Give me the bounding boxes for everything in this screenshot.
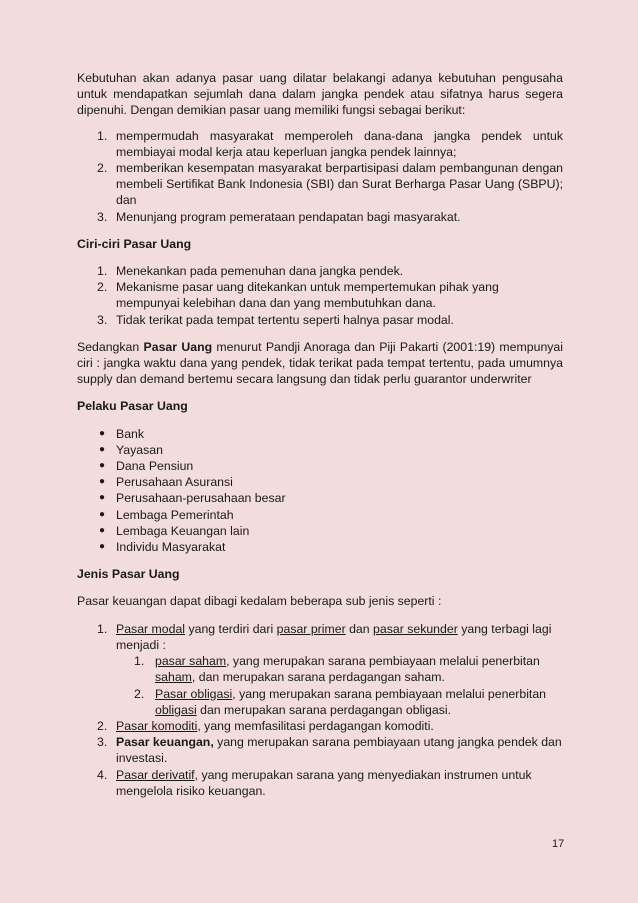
section-heading: Pelaku Pasar Uang bbox=[77, 399, 188, 414]
ciri-paragraph: Sedangkan Pasar Uang menurut Pandji Anoraga dan Piji Pakarti (2001:19) mempunyai ciri : jangka waktu dana yang pendek, tidak terikat pada tempat tertentu, pada umumnya supply dan demand bertemu secara langsung dan tidak perlu guarantor underwriter bbox=[77, 339, 563, 387]
ciri-list bbox=[77, 263, 563, 328]
list-item: ● Dana Pensiun bbox=[99, 459, 194, 474]
list-item: 1. Pasar modal yang terdiri dari pasar primer dan pasar sekunder yang terbagi lagi menjadi : bbox=[97, 621, 552, 652]
list-item: ● Lembaga Keuangan lain bbox=[99, 523, 250, 538]
list-item: ● Individu Masyarakat bbox=[99, 540, 226, 555]
jenis-list bbox=[77, 621, 563, 799]
list-item: 2. Pasar komoditi, yang memfasilitasi perdagangan komoditi. bbox=[97, 718, 434, 733]
list-item: 3. Pasar keuangan, yang merupakan sarana pembiayaan utang jangka pendek dan investasi. bbox=[97, 735, 562, 766]
list-item: 2. memberikan kesempatan masyarakat berpartisipasi dalam pembangunan dengan membeli Sertifikat Bank Indonesia (SBI) dan Surat Berharga Pasar Uang (SBPU); dan bbox=[97, 161, 563, 208]
section-heading: Jenis Pasar Uang bbox=[77, 567, 180, 582]
intro-paragraph: Kebutuhan akan adanya pasar uang dilatar belakangi adanya kebutuhan pengusaha untuk mendapatkan sejumlah dana dalam jangka pendek atau sifatnya harus segera dipenuhi. Dengan demikian pasar uang memiliki fungsi sebagai berikut: bbox=[77, 71, 563, 118]
fungsi-list bbox=[77, 128, 563, 225]
page-number: 17 bbox=[552, 838, 565, 850]
list-item: 3. Tidak terikat pada tempat tertentu seperti halnya pasar modal. bbox=[97, 312, 454, 327]
list-item: ● Bank bbox=[99, 426, 145, 441]
section-heading: Ciri-ciri Pasar Uang bbox=[77, 236, 192, 251]
page-content bbox=[77, 70, 563, 799]
pelaku-list bbox=[77, 426, 563, 556]
list-item: ● Perusahaan Asuransi bbox=[99, 475, 233, 490]
list-item: 1. Menekankan pada pemenuhan dana jangka pendek. bbox=[97, 264, 404, 279]
list-item: ● Lembaga Pemerintah bbox=[99, 507, 234, 522]
list-item: 2. Mekanisme pasar uang ditekankan untuk mempertemukan pihak yang mempunyai kelebihan dana dan yang membutuhkan dana. bbox=[97, 280, 499, 311]
sub-list-item: 1. pasar saham, yang merupakan sarana pembiayaan melalui penerbitan saham, dan merupakan sarana perdagangan saham. bbox=[134, 654, 540, 685]
list-item: 1. mempermudah masyarakat memperoleh dana-dana jangka pendek untuk membiayai modal kerja atau keperluan jangka pendek lainnya; bbox=[97, 128, 563, 159]
sub-list-item: 2. Pasar obligasi, yang merupakan sarana pembiayaan melalui penerbitan obligasi dan merupakan sarana perdagangan obligasi. bbox=[134, 686, 547, 717]
jenis-intro: Pasar keuangan dapat dibagi kedalam beberapa sub jenis seperti : bbox=[77, 594, 442, 609]
list-item: 4. Pasar derivatif, yang merupakan sarana yang menyediakan instrumen untuk mengelola risiko keuangan. bbox=[97, 767, 532, 798]
list-item: ● Perusahaan-perusahaan besar bbox=[99, 491, 286, 506]
list-item: 3. Menunjang program pemerataan pendapatan bagi masyarakat. bbox=[97, 209, 461, 224]
list-item: ● Yayasan bbox=[99, 442, 163, 457]
